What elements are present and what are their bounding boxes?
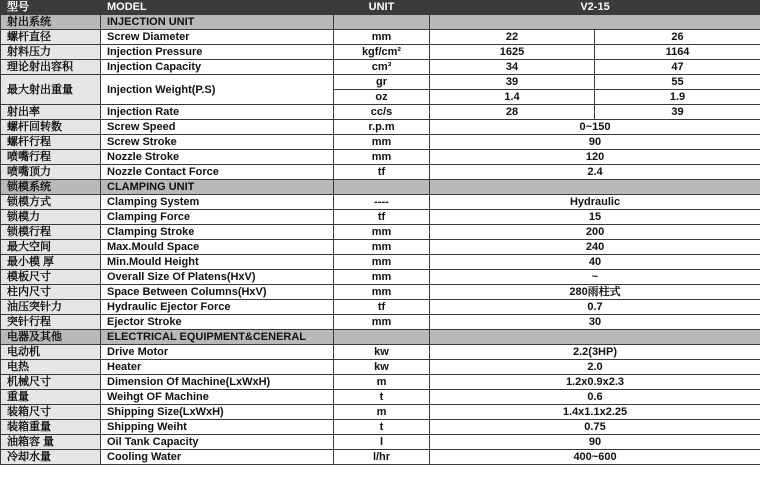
row-unit: mm (334, 135, 430, 150)
row-label-cn: 冷却水量 (1, 450, 101, 465)
row-value: 400~600 (430, 450, 760, 465)
table-row (1, 225, 760, 240)
row-value-screw-b: 1164 (595, 45, 760, 60)
row-value: Hydraulic (430, 195, 760, 210)
row-unit: m (334, 375, 430, 390)
header-cn: 型号 (1, 1, 101, 15)
row-value-screw-a: 39 (430, 75, 595, 90)
row-label-en: Screw Stroke (101, 135, 334, 150)
table-row (1, 105, 760, 120)
row-unit: l/hr (334, 450, 430, 465)
row-label-cn: 电动机 (1, 345, 101, 360)
row-label-cn: 柱内尺寸 (1, 285, 101, 300)
row-unit: cc/s (334, 105, 430, 120)
row-unit: kw (334, 345, 430, 360)
row-value-screw-b: 26 (595, 30, 760, 45)
row-label-cn: 装箱尺寸 (1, 405, 101, 420)
row-value: 2.4 (430, 165, 760, 180)
row-label-cn: 射出率 (1, 105, 101, 120)
row-unit: m (334, 405, 430, 420)
table-row (1, 375, 760, 390)
row-label-en: Weihgt OF Machine (101, 390, 334, 405)
row-value: 0~150 (430, 120, 760, 135)
row-label-en: Injection Rate (101, 105, 334, 120)
row-label-en: Injection Pressure (101, 45, 334, 60)
section-title-en: ELECTRICAL EQUIPMENT&CENERAL (101, 330, 334, 345)
table-row (1, 435, 760, 450)
row-label-en: Nozzle Stroke (101, 150, 334, 165)
row-label-cn: 模板尺寸 (1, 270, 101, 285)
row-value-screw-a: 22 (430, 30, 595, 45)
row-unit: mm (334, 270, 430, 285)
row-value-screw-b: 39 (595, 105, 760, 120)
row-unit: t (334, 420, 430, 435)
row-label-en: Space Between Columns(HxV) (101, 285, 334, 300)
row-value: 200 (430, 225, 760, 240)
row-value: 0.7 (430, 300, 760, 315)
row-label-en: Heater (101, 360, 334, 375)
row-label-cn: 喷嘴行程 (1, 150, 101, 165)
section-row (1, 180, 760, 195)
row-label-cn: 喷嘴顶力 (1, 165, 101, 180)
row-label-cn: 螺杆直径 (1, 30, 101, 45)
row-label-cn: 最小模 厚 (1, 255, 101, 270)
row-unit: mm (334, 225, 430, 240)
row-value-screw-a: 34 (430, 60, 595, 75)
row-label-en: Cooling Water (101, 450, 334, 465)
row-unit: kgf/cm² (334, 45, 430, 60)
row-label-cn: 突针行程 (1, 315, 101, 330)
row-value-screw-a: 1.4 (430, 90, 595, 105)
table-row (1, 195, 760, 210)
row-label-cn: 最大射出重量 (1, 75, 101, 105)
table-row (1, 165, 760, 180)
row-value-screw-b: 55 (595, 75, 760, 90)
row-unit: mm (334, 255, 430, 270)
header-row (1, 1, 760, 15)
row-value: 2.2(3HP) (430, 345, 760, 360)
spec-table-body (1, 1, 760, 465)
row-label-cn: 重量 (1, 390, 101, 405)
table-row (1, 450, 760, 465)
row-unit: ---- (334, 195, 430, 210)
section-title-cn: 射出系统 (1, 15, 101, 30)
row-label-en: Screw Diameter (101, 30, 334, 45)
table-row (1, 150, 760, 165)
row-label-en: Drive Motor (101, 345, 334, 360)
row-label-cn: 装箱重量 (1, 420, 101, 435)
row-label-cn: 锁模力 (1, 210, 101, 225)
row-value: 1.4x1.1x2.25 (430, 405, 760, 420)
row-label-en: Overall Size Of Platens(HxV) (101, 270, 334, 285)
table-row (1, 405, 760, 420)
section-title-en: CLAMPING UNIT (101, 180, 334, 195)
row-value: 0.6 (430, 390, 760, 405)
row-label-en: Clamping System (101, 195, 334, 210)
table-row (1, 285, 760, 300)
row-label-cn: 螺杆回转数 (1, 120, 101, 135)
row-unit: mm (334, 285, 430, 300)
row-label-en: Nozzle Contact Force (101, 165, 334, 180)
section-title-en: INJECTION UNIT (101, 15, 334, 30)
header-value: V2-15 (430, 1, 760, 15)
row-value: 15 (430, 210, 760, 225)
table-row (1, 300, 760, 315)
table-row (1, 45, 760, 60)
section-unit-blank (334, 330, 430, 345)
row-unit: mm (334, 315, 430, 330)
row-unit: tf (334, 165, 430, 180)
row-label-cn: 螺杆行程 (1, 135, 101, 150)
row-value: 30 (430, 315, 760, 330)
row-unit: l (334, 435, 430, 450)
row-label-en: Clamping Stroke (101, 225, 334, 240)
table-row (1, 210, 760, 225)
row-label-en: Hydraulic Ejector Force (101, 300, 334, 315)
row-label-en: Shipping Size(LxWxH) (101, 405, 334, 420)
row-label-en: Screw Speed (101, 120, 334, 135)
section-unit-blank (334, 180, 430, 195)
row-label-cn: 最大空间 (1, 240, 101, 255)
row-label-cn: 电热 (1, 360, 101, 375)
table-row (1, 420, 760, 435)
row-unit: t (334, 390, 430, 405)
row-unit: r.p.m (334, 120, 430, 135)
row-label-en: Injection Capacity (101, 60, 334, 75)
table-row (1, 345, 760, 360)
row-unit: mm (334, 30, 430, 45)
row-value: 40 (430, 255, 760, 270)
section-row (1, 330, 760, 345)
row-unit: kw (334, 360, 430, 375)
header-model: MODEL (101, 1, 334, 15)
section-value-blank (430, 180, 760, 195)
row-value: 120 (430, 150, 760, 165)
table-row (1, 75, 760, 90)
row-value: 280雨柱式 (430, 285, 760, 300)
row-label-en: Oil Tank Capacity (101, 435, 334, 450)
table-row (1, 390, 760, 405)
row-unit: mm (334, 150, 430, 165)
row-label-en: Clamping Force (101, 210, 334, 225)
table-row (1, 315, 760, 330)
section-value-blank (430, 330, 760, 345)
row-label-cn: 机械尺寸 (1, 375, 101, 390)
row-label-cn: 理论射出容积 (1, 60, 101, 75)
row-label-cn: 油箱容 量 (1, 435, 101, 450)
table-row (1, 135, 760, 150)
row-value-screw-a: 1625 (430, 45, 595, 60)
table-row (1, 60, 760, 75)
table-row (1, 30, 760, 45)
table-row (1, 360, 760, 375)
row-value: 90 (430, 135, 760, 150)
section-unit-blank (334, 15, 430, 30)
table-row (1, 255, 760, 270)
row-value: 2.0 (430, 360, 760, 375)
row-label-en: Min.Mould Height (101, 255, 334, 270)
table-row (1, 240, 760, 255)
table-row (1, 120, 760, 135)
row-value: 0.75 (430, 420, 760, 435)
table-row (1, 270, 760, 285)
row-label-cn: 射料压力 (1, 45, 101, 60)
row-label-en: Ejector Stroke (101, 315, 334, 330)
row-label-en: Shipping Weiht (101, 420, 334, 435)
row-unit: tf (334, 210, 430, 225)
row-label-cn: 锁模方式 (1, 195, 101, 210)
row-unit: gr (334, 75, 430, 90)
section-value-blank (430, 15, 760, 30)
row-value-screw-b: 1.9 (595, 90, 760, 105)
row-label-en: Max.Mould Space (101, 240, 334, 255)
header-unit: UNIT (334, 1, 430, 15)
row-label-cn: 油压突针力 (1, 300, 101, 315)
row-unit: mm (334, 240, 430, 255)
row-label-en: Dimension Of Machine(LxWxH) (101, 375, 334, 390)
row-value-screw-a: 28 (430, 105, 595, 120)
section-title-cn: 电器及其他 (1, 330, 101, 345)
row-label-en: Injection Weight(P.S) (101, 75, 334, 105)
row-unit: cm³ (334, 60, 430, 75)
row-value-screw-b: 47 (595, 60, 760, 75)
row-value: 240 (430, 240, 760, 255)
row-unit: oz (334, 90, 430, 105)
row-label-cn: 锁模行程 (1, 225, 101, 240)
row-value: 1.2x0.9x2.3 (430, 375, 760, 390)
row-value: 90 (430, 435, 760, 450)
row-unit: tf (334, 300, 430, 315)
row-value: ~ (430, 270, 760, 285)
section-title-cn: 锁模系统 (1, 180, 101, 195)
section-row (1, 15, 760, 30)
